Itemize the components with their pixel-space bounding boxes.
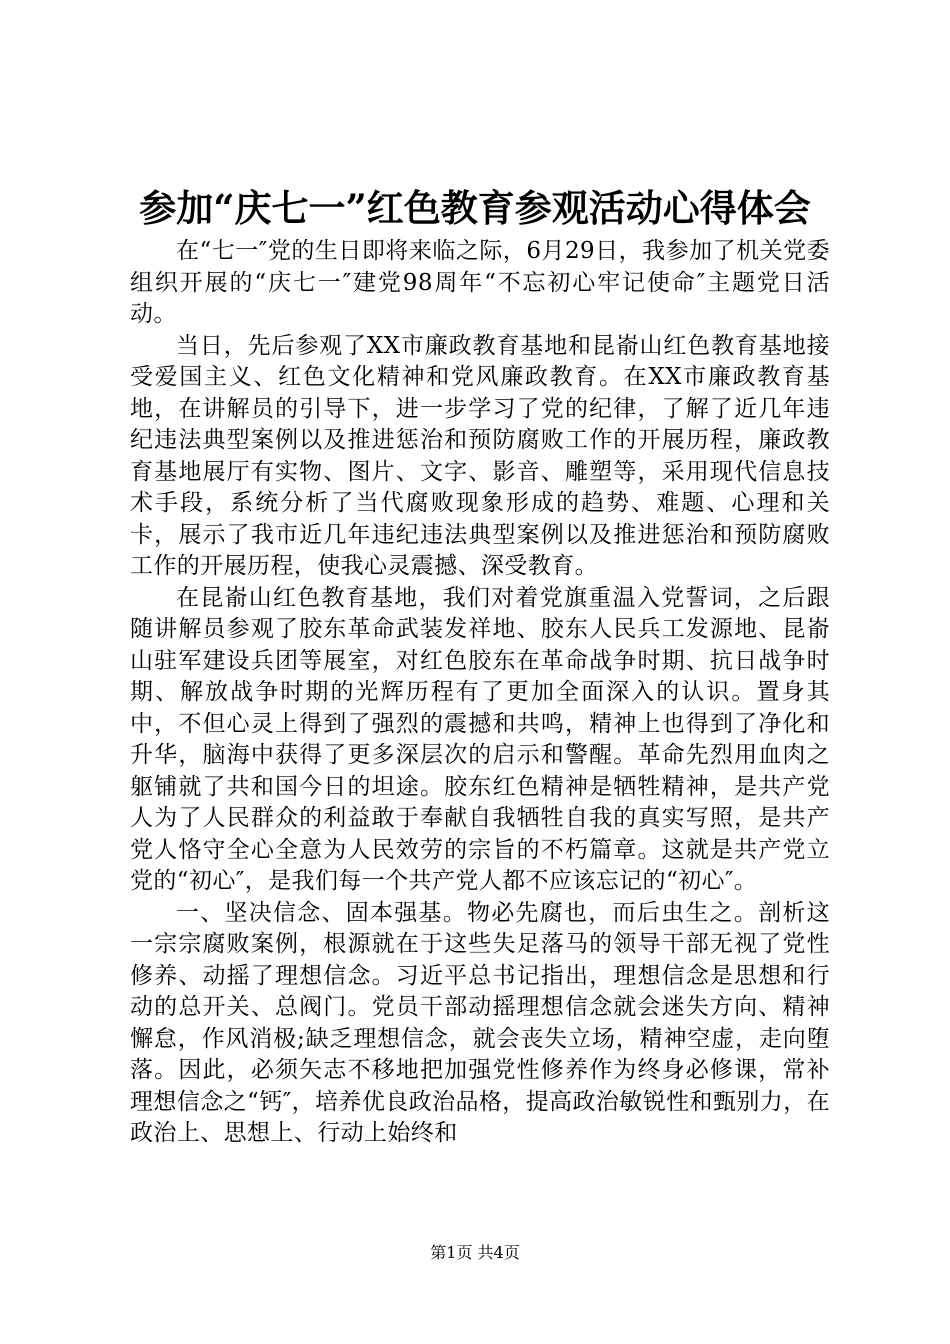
paragraph-anti-corruption-base: 当日，先后参观了XX市廉政教育基地和昆嵛山红色教育基地接受爱国主义、红色文化精神和党风廉政教育。在XX市廉政教育基地，在讲解员的引导下，进一步学习了党的纪律，了解了近几年违纪违法典型案例以及推进惩治和预防腐败工作的开展历程，廉政教育基地展厅有实物、图片、文字、影音、雕塑等，采用现代信息技术手段，系统分析了当代腐败现象形成的趋势、难题、心理和关卡，展示了我市近几年违纪违法典型案例以及推进惩治和预防腐败工作的开展历程，使我心灵震撼、深受教育。 xyxy=(130,332,830,579)
paragraph-kunyushan-base: 在昆嵛山红色教育基地，我们对着党旗重温入党誓词，之后跟随讲解员参观了胶东革命武装发祥地、胶东人民兵工发源地、昆嵛山驻军建设兵团等展室，对红色胶东在革命战争时期、抗日战争时期、解放战争时期的光辉历程有了更加全面深入的认识。置身其中，不但心灵上得到了强烈的震撼和共鸣，精神上也得到了净化和升华，脑海中获得了更多深层次的启示和警醒。革命先烈用血肉之躯铺就了共和国今日的坦途。胶东红色精神是牺牲精神，是共产党人为了人民群众的利益敢于奉献自我牺牲自我的真实写照，是共产党人恪守全心全意为人民效劳的宗旨的不朽篇章。这就是共产党立党的“初心″，是我们每一个共产党人都不应该忘记的“初心″。 xyxy=(130,584,830,894)
paragraph-intro: 在“七一″党的生日即将来临之际，6月29日，我参加了机关党委组织开展的“庆七一″建党98周年“不忘初心牢记使命″主题党日活动。 xyxy=(130,238,830,327)
page-footer: 第1页 共4页 xyxy=(430,1243,520,1262)
page-title: 参加“庆七一”红色教育参观活动心得体会 xyxy=(139,186,811,230)
document-body xyxy=(130,236,830,1150)
paragraph-firm-belief: 一、坚决信念、固本强基。物必先腐也，而后虫生之。剖析这一宗宗腐败案例，根源就在于这些失足落马的领导干部无视了党性修养、动摇了理想信念。习近平总书记指出，理想信念是思想和行动的总开关、总阀门。党员干部动摇理想信念就会迷失方向、精神懈怠，作风消极;缺乏理想信念，就会丧失立场，精神空虚，走向堕落。因此，必须矢志不移地把加强党性修养作为终身必修课，常补理想信念之“钙″，培养优良政治品格，提高政治敏锐性和甄别力，在政治上、思想上、行动上始终和 xyxy=(130,899,830,1146)
